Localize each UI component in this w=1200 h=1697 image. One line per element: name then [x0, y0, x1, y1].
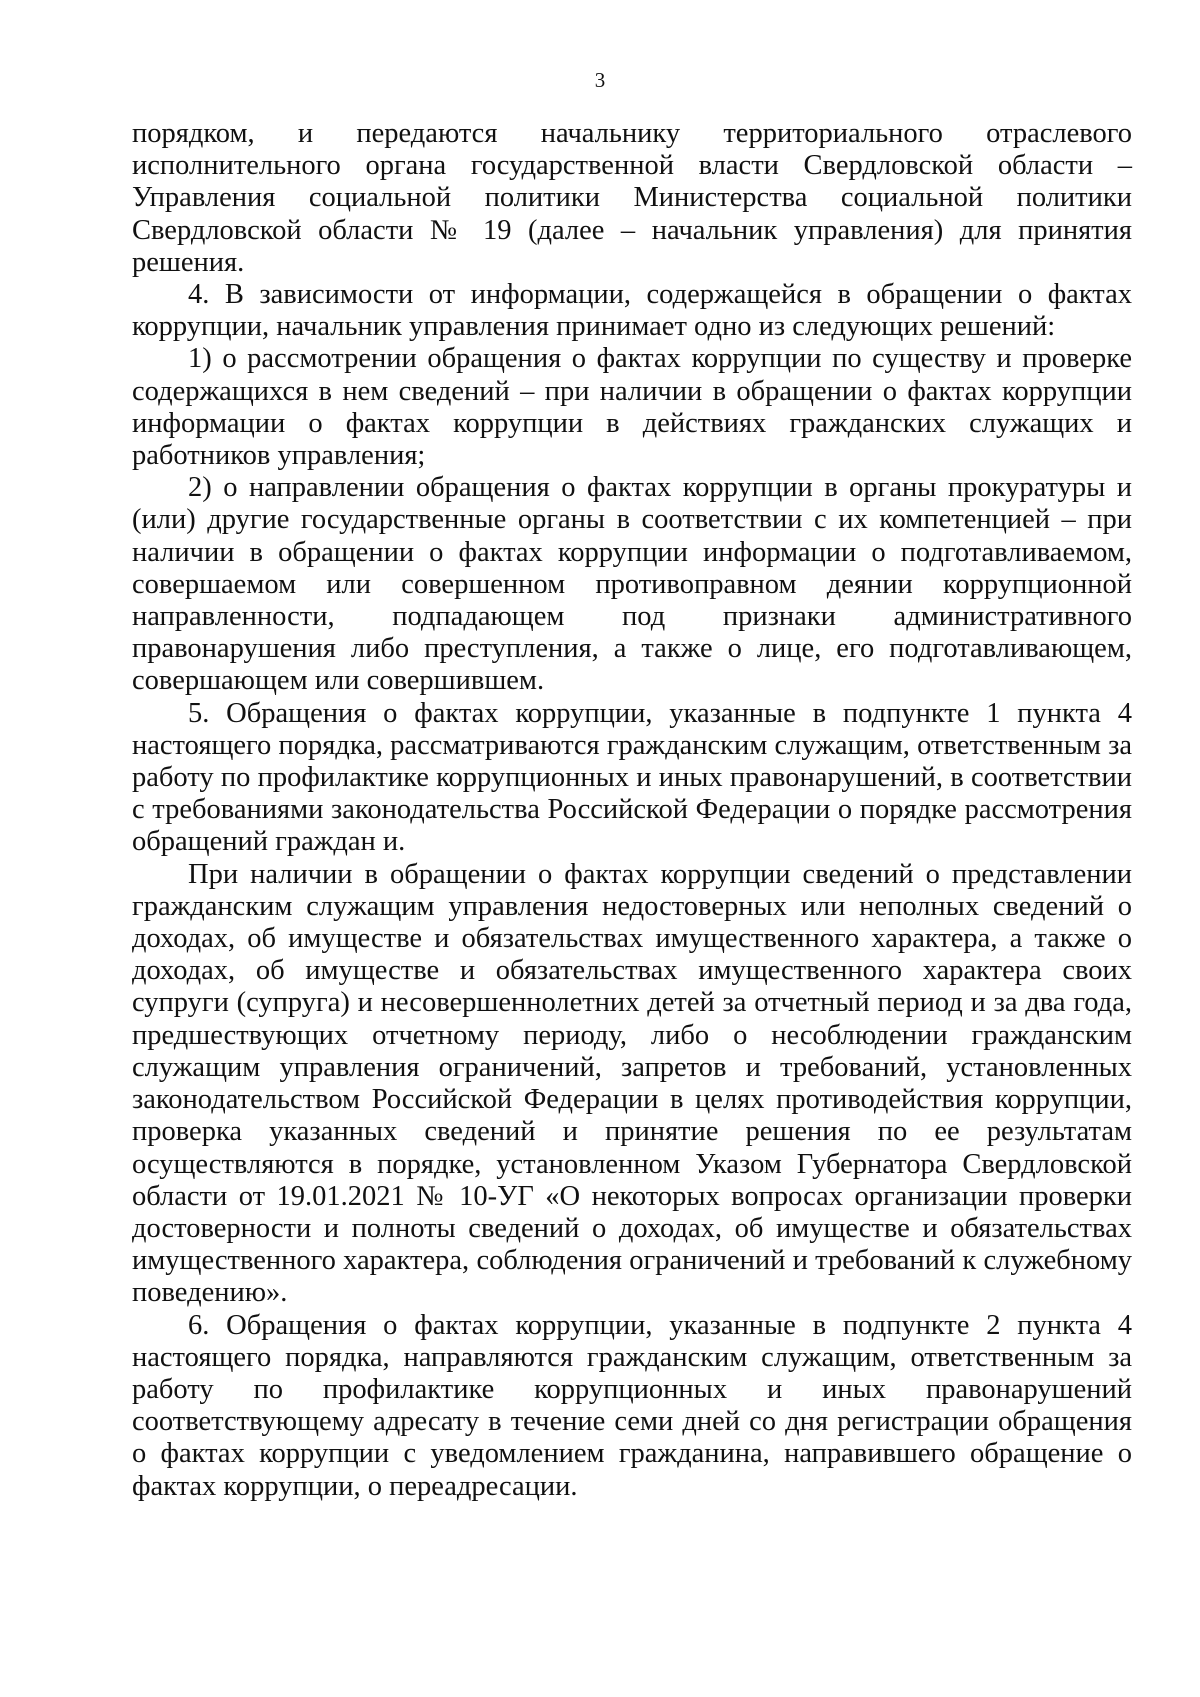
paragraph-item-6: 6. Обращения о фактах коррупции, указанные в подпункте 2 пункта 4 настоящего порядка, направляются гражданским служащим, ответственным за работу по профилактике коррупционных и иных правонарушений соответствующему адресату в течение семи дней со дня регистрации обращения о фактах коррупции с уведомлением гражданина, направившего обращение о фактах коррупции, о переадресации.	[132, 1309, 1132, 1502]
paragraph-item-5: 5. Обращения о фактах коррупции, указанные в подпункте 1 пункта 4 настоящего порядка, рассматриваются гражданским служащим, ответственным за работу по профилактике коррупционных и иных правонарушений, в соответствии с требованиями законодательства Российской Федерации о порядке рассмотрения обращений граждан и.	[132, 697, 1132, 858]
paragraph-continuation: порядком, и передаются начальнику территориального отраслевого исполнительного органа государственной власти Свердловской области – Управления социальной политики Министерства социальной политики Свердловской области № 19 (далее – начальник управления) для принятия решения.	[132, 118, 1132, 278]
page-number: 3	[594, 68, 606, 92]
paragraph-subitem-2: 2) о направлении обращения о фактах коррупции в органы прокуратуры и (или) другие государственные органы в соответствии с их компетенцией – при наличии в обращении о фактах коррупции информации о подготавливаемом, совершаемом или совершенном противоправном деянии коррупционной направленности, подпадающем под признаки административного правонарушения либо преступления, а также о лице, его подготавливающем, совершающем или совершившем.	[132, 472, 1132, 697]
paragraph-item-4: 4. В зависимости от информации, содержащейся в обращении о фактах коррупции, начальник управления принимает одно из следующих решений:	[132, 279, 1132, 343]
body-text	[132, 118, 1132, 1503]
paragraph-subitem-1: 1) о рассмотрении обращения о фактах коррупции по существу и проверке содержащихся в нем сведений – при наличии в обращении о фактах коррупции информации о фактах коррупции в действиях гражданских служащих и работников управления;	[132, 343, 1132, 472]
paragraph-verification: При наличии в обращении о фактах коррупции сведений о представлении гражданским служащим управления недостоверных или неполных сведений о доходах, об имуществе и обязательствах имущественного характера, а также о доходах, об имуществе и обязательствах имущественного характера своих супруги (супруга) и несовершеннолетних детей за отчетный период и за два года, предшествующих отчетному периоду, либо о несоблюдении гражданским служащим управления ограничений, запретов и требований, установленных законодательством Российской Федерации в целях противодействия коррупции, проверка указанных сведений и принятие решения по ее результатам осуществляются в порядке, установленном Указом Губернатора Свердловской области от 19.01.2021 № 10-УГ «О некоторых вопросах организации проверки достоверности и полноты сведений о доходах, об имуществе и обязательствах имущественного характера, соблюдения ограничений и требований к служебному поведению».	[132, 858, 1132, 1309]
